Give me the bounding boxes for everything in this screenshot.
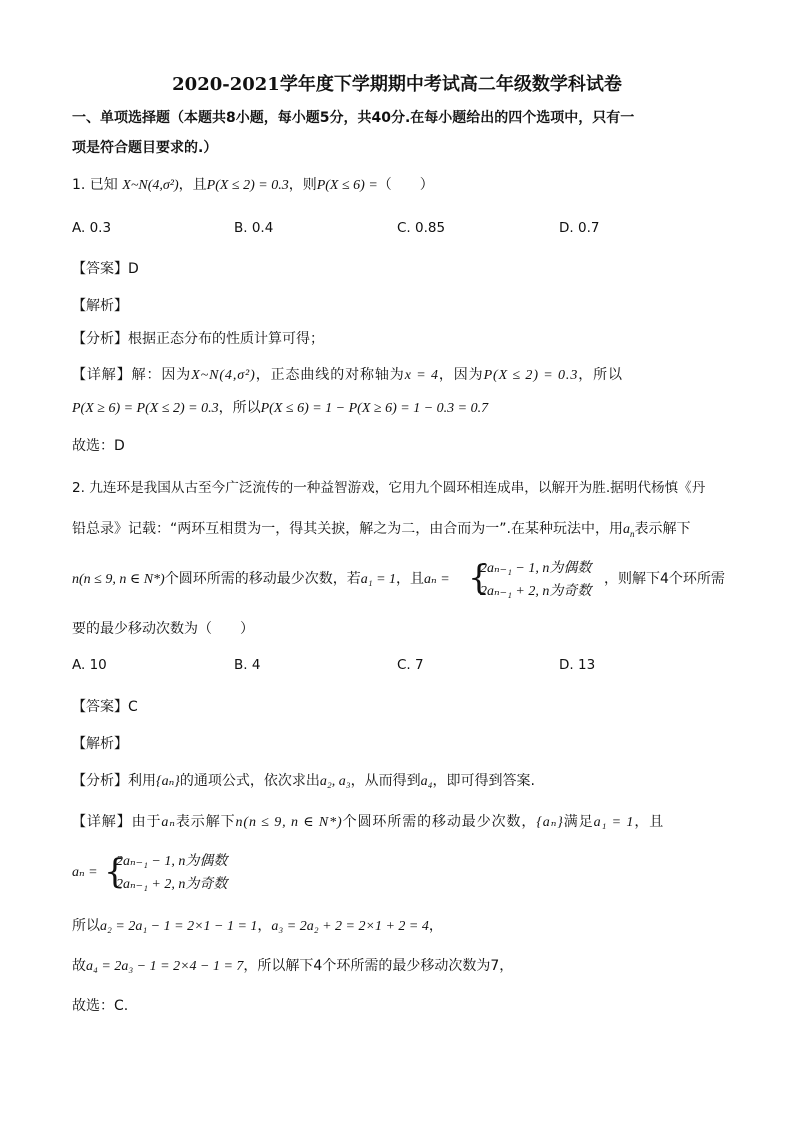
q1-detail-mid: ，正态曲线的对称轴为 (255, 367, 405, 383)
q2-line3c: a₁ = 1 (360, 572, 397, 587)
q2-case2: 2aₙ₋₁ + 2, n为奇数 (480, 584, 592, 599)
q2-detail-a: 【详解】由于 (72, 814, 162, 830)
q2-fenxi-g: ，即可得到答案. (432, 773, 535, 789)
q2-conclusion: 故选：C. (72, 998, 129, 1014)
q2-line2-sub: n (629, 528, 635, 539)
q2-detail-e: 个圆环所需的移动最少次数， (342, 814, 537, 830)
q1-conclusion: 故选：D (72, 438, 125, 454)
q2-detail-d: n(n ≤ 9, n ∈ N*) (235, 815, 343, 830)
q2-detail-i: ，且 (634, 814, 665, 830)
q2-calc2b: a₄ = 2a₃ − 1 = 2×4 − 1 = 7 (86, 959, 244, 974)
q2-calc1c: ， (257, 918, 272, 934)
q2-line3e: aₙ = (424, 572, 450, 587)
q1-stem-dist: X~N(4,σ²) (122, 178, 179, 193)
section-header-line2: 项是符合题目要求的.） (72, 140, 218, 156)
q2-calc2 (72, 956, 513, 977)
q2-detail-brace: { (104, 852, 126, 892)
q2-detail-h: a₁ = 1 (593, 815, 635, 830)
q1-stem-mid: ，且 (178, 177, 207, 193)
q2-calc1d: a₃ = 2a₂ + 2 = 2×1 + 2 = 4 (271, 919, 429, 934)
q2-brace: { (468, 558, 490, 598)
q1-detail (72, 365, 623, 386)
q2-answer (72, 697, 138, 717)
q1-detail-line2 (72, 398, 488, 419)
q1-stem-prefix: 1. 已知 (72, 177, 118, 193)
q2-answer-label: 【答案】 (72, 699, 128, 715)
q1-answer (72, 259, 139, 279)
q1-analysis-label: 【解析】 (72, 298, 128, 314)
q2-option-b: B. 4 (234, 657, 261, 673)
q2-line2c: 表示解下 (634, 521, 691, 537)
q1-option-a: A. 0.3 (72, 220, 112, 236)
page-title: 2020-2021学年度下学期期中考试高二年级数学科试卷 (172, 74, 622, 95)
q2-line3a: n(n ≤ 9, n ∈ N*) (72, 572, 165, 587)
q2-fenxi-c: 的通项公式，依次求出 (179, 773, 320, 789)
q1-detail-given: P(X ≤ 2) = 0.3 (483, 368, 579, 383)
q2-detail-f: {aₙ} (536, 815, 564, 830)
q2-detail-b: aₙ (161, 815, 176, 830)
q2-detail (72, 812, 664, 833)
q2-line2 (72, 519, 690, 544)
q1-stem-paren: （ ） (377, 177, 434, 193)
q1-stem-ask: P(X ≤ 6) = (316, 178, 378, 193)
q1-detail-line2c: P(X ≤ 6) = 1 − P(X ≥ 6) = 1 − 0.3 = 0.7 (260, 401, 489, 416)
q2-calc1b: a₂ = 2a₁ − 1 = 2×1 − 1 = 1 (100, 919, 258, 934)
q1-stem-given: P(X ≤ 2) = 0.3 (206, 178, 289, 193)
q2-calc2c: ，所以解下4个环所需的最少移动次数为7， (243, 958, 514, 974)
q2-option-a: A. 10 (72, 657, 107, 673)
q2-option-d: D. 13 (559, 657, 596, 673)
q1-detail-line2b: ，所以 (218, 400, 261, 416)
q2-case1: 2aₙ₋₁ − 1, n为偶数 (480, 561, 592, 576)
q1-detail-mid2: ，因为 (438, 367, 484, 383)
q2-line3f: ，则解下4个环所需 (604, 571, 725, 587)
q2-calc2a: 故 (72, 958, 86, 974)
q1-detail-dist: X~N(4,σ²) (191, 368, 256, 383)
q2-option-c: C. 7 (397, 657, 424, 673)
q1-option-b: B. 0.4 (234, 220, 274, 236)
q2-detail-case2: 2aₙ₋₁ + 2, n为奇数 (116, 877, 228, 892)
q2-detail-g: 满足 (563, 814, 594, 830)
q1-option-d: D. 0.7 (559, 220, 600, 236)
q2-line2b: a (622, 522, 630, 537)
q2-analysis-label: 【解析】 (72, 736, 128, 752)
q2-fenxi (72, 771, 535, 792)
section-header (72, 108, 634, 128)
q2-line3d: ，且 (396, 571, 425, 587)
q2-calc1 (72, 916, 443, 937)
q2-fenxi-a: 【分析】利用 (72, 773, 156, 789)
q1-stem-mid2: ，则 (288, 177, 317, 193)
section-header-line1: 一、单项选择题（本题共8小题，每小题5分，共40分.在每小题给出的四个选项中，只有一 (72, 110, 635, 126)
q2-line2a: 铅总录》记载：“两环互相贯为一，得其关捩，解之为二，由合而为一”.在某种玩法中，用 (72, 521, 623, 537)
q2-fenxi-b: {aₙ} (156, 774, 180, 789)
q1-answer-label: 【答案】 (72, 261, 128, 277)
q2-fenxi-f: a₄ (420, 774, 433, 789)
q2-line1: 2. 九连环是我国从古至今广泛流传的一种益智游戏，它用九个圆环相连成串，以解开为胜.据明代杨慎《丹 (72, 480, 706, 496)
q1-detail-end: ，所以 (578, 367, 623, 383)
q2-line4: 要的最少移动次数为（ ） (72, 621, 254, 637)
q2-detail-an: aₙ = (72, 865, 98, 880)
q2-calc1a: 所以 (72, 918, 100, 934)
q1-answer-value: D (128, 261, 139, 277)
q2-detail-case1: 2aₙ₋₁ − 1, n为偶数 (116, 854, 228, 869)
q2-detail-c: 表示解下 (175, 814, 236, 830)
q1-fenxi: 【分析】根据正态分布的性质计算可得； (72, 331, 324, 347)
section-header-cont (72, 138, 217, 158)
q1-detail-line2a: P(X ≥ 6) = P(X ≤ 2) = 0.3 (72, 401, 219, 416)
q2-answer-value: C (128, 699, 138, 715)
q1-option-c: C. 0.85 (397, 220, 446, 236)
q2-calc1e: ， (428, 918, 443, 934)
q1-detail-axis: x = 4 (404, 368, 439, 383)
q1-detail-label: 【详解】解：因为 (72, 367, 192, 383)
q2-fenxi-d: a₂, a₃ (319, 774, 351, 789)
q2-fenxi-e: ，从而得到 (350, 773, 421, 789)
q1-stem (72, 175, 434, 196)
q2-line3 (72, 569, 450, 590)
q2-line3b: 个圆环所需的移动最少次数，若 (164, 571, 361, 587)
